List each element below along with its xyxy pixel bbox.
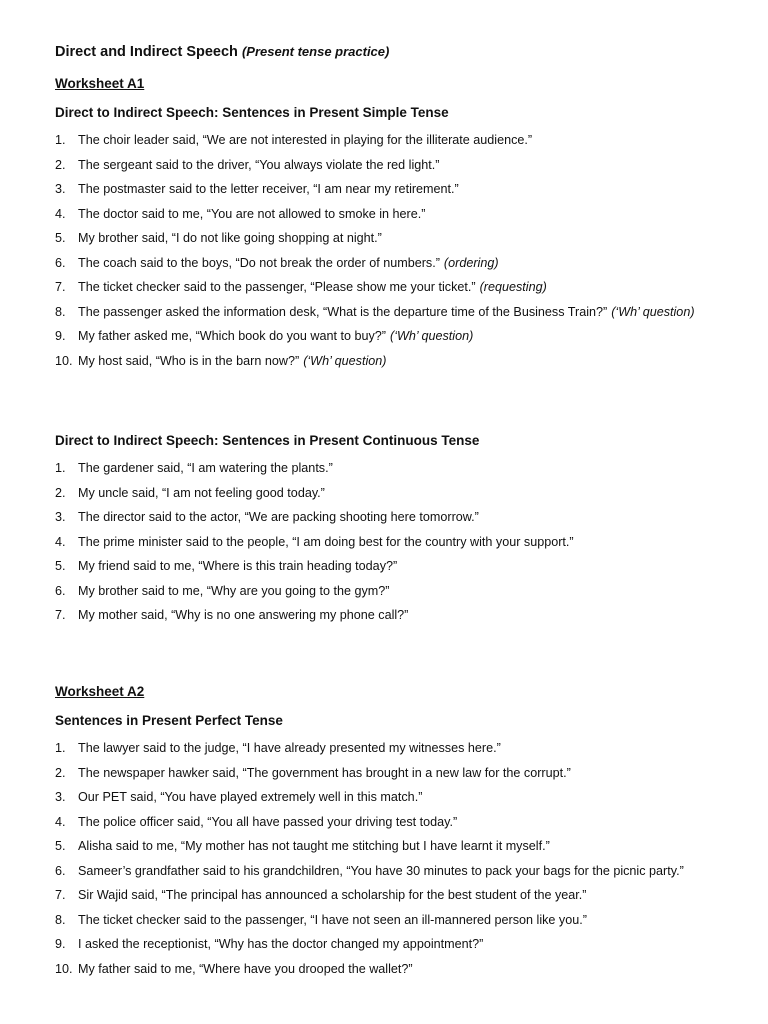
item-sentence: The sergeant said to the driver, “You always violate the red light.”	[78, 157, 440, 172]
item-number: 9.	[55, 937, 66, 951]
item-sentence: The police officer said, “You all have passed your driving test today.”	[78, 814, 458, 829]
list-item	[55, 329, 695, 354]
list-item	[55, 133, 695, 158]
item-sentence: The ticket checker said to the passenger, “Please show me your ticket.”	[78, 280, 476, 294]
item-sentence: Alisha said to me, “My mother has not taught me stitching but I have learnt it myself.”	[78, 839, 550, 853]
item-number: 4.	[55, 534, 66, 549]
item-sentence: My brother said to me, “Why are you going to the gym?”	[78, 583, 390, 598]
worksheet-a2-heading: Worksheet A2	[55, 684, 145, 699]
list-item	[55, 741, 684, 766]
list-item	[55, 864, 684, 889]
item-number: 7.	[55, 280, 66, 294]
item-sentence: The passenger asked the information desk, “What is the departure time of the Business Train?”	[78, 304, 608, 319]
item-sentence: The ticket checker said to the passenger, “I have not seen an ill-mannered person like you.”	[78, 912, 587, 927]
list-item	[55, 182, 695, 207]
item-number: 6.	[55, 863, 66, 878]
item-number: 1.	[55, 741, 66, 755]
present-simple-list	[55, 133, 695, 378]
item-sentence: I asked the receptionist, “Why has the doctor changed my appointment?”	[78, 937, 484, 951]
section-present-simple-heading: Direct to Indirect Speech: Sentences in Present Simple Tense	[55, 105, 449, 120]
section-present-continuous-heading: Direct to Indirect Speech: Sentences in Present Continuous Tense	[55, 433, 480, 448]
list-item	[55, 354, 695, 379]
item-sentence: My mother said, “Why is no one answering my phone call?”	[78, 608, 409, 622]
page-title	[55, 44, 389, 60]
list-item	[55, 280, 695, 305]
item-sentence: Our PET said, “You have played extremely well in this match.”	[78, 790, 423, 804]
item-number: 3.	[55, 510, 66, 524]
item-number: 3.	[55, 182, 66, 196]
item-number: 4.	[55, 206, 66, 221]
item-number: 5.	[55, 839, 66, 853]
list-item	[55, 888, 684, 913]
item-number: 7.	[55, 608, 66, 622]
present-continuous-list	[55, 461, 574, 633]
list-item	[55, 913, 684, 938]
item-note: (ordering)	[443, 255, 499, 270]
list-item	[55, 231, 695, 256]
item-note: (‘Wh’ question)	[303, 353, 387, 368]
item-sentence: The gardener said, “I am watering the plants.”	[78, 461, 333, 475]
item-note: (‘Wh’ question)	[611, 304, 695, 319]
item-number: 4.	[55, 814, 66, 829]
item-sentence: The lawyer said to the judge, “I have already presented my witnesses here.”	[78, 741, 501, 755]
list-item	[55, 535, 574, 560]
item-sentence: The coach said to the boys, “Do not break the order of numbers.”	[78, 255, 440, 270]
item-sentence: My father said to me, “Where have you drooped the wallet?”	[78, 961, 413, 976]
item-number: 5.	[55, 559, 66, 573]
item-number: 2.	[55, 765, 66, 780]
item-number: 2.	[55, 157, 66, 172]
list-item	[55, 815, 684, 840]
present-perfect-list	[55, 741, 684, 986]
item-number: 1.	[55, 461, 66, 475]
item-note: (requesting)	[479, 280, 547, 294]
item-number: 7.	[55, 888, 66, 902]
item-sentence: My host said, “Who is in the barn now?”	[78, 353, 300, 368]
worksheet-a1-heading: Worksheet A1	[55, 76, 145, 91]
title-subtitle: (Present tense practice)	[241, 44, 390, 59]
item-number: 5.	[55, 231, 66, 245]
list-item	[55, 766, 684, 791]
item-sentence: My father asked me, “Which book do you want to buy?”	[78, 329, 386, 343]
list-item	[55, 839, 684, 864]
list-item	[55, 305, 695, 330]
item-sentence: The doctor said to me, “You are not allowed to smoke in here.”	[78, 206, 426, 221]
item-number: 10.	[55, 961, 73, 976]
item-sentence: The newspaper hawker said, “The government has brought in a new law for the corrupt.”	[78, 765, 571, 780]
list-item	[55, 207, 695, 232]
list-item	[55, 158, 695, 183]
item-note: (‘Wh’ question)	[390, 329, 474, 343]
item-sentence: My uncle said, “I am not feeling good today.”	[78, 485, 325, 500]
item-sentence: The director said to the actor, “We are packing shooting here tomorrow.”	[78, 510, 479, 524]
item-sentence: My brother said, “I do not like going shopping at night.”	[78, 231, 382, 245]
item-number: 8.	[55, 304, 66, 319]
list-item	[55, 962, 684, 987]
list-item	[55, 790, 684, 815]
list-item	[55, 510, 574, 535]
list-item	[55, 584, 574, 609]
item-number: 6.	[55, 583, 66, 598]
list-item	[55, 608, 574, 633]
item-sentence: Sameer’s grandfather said to his grandchildren, “You have 30 minutes to pack your bags for the picnic party.”	[78, 863, 684, 878]
list-item	[55, 937, 684, 962]
list-item	[55, 559, 574, 584]
item-sentence: The postmaster said to the letter receiver, “I am near my retirement.”	[78, 182, 459, 196]
item-sentence: The choir leader said, “We are not interested in playing for the illiterate audience.”	[78, 133, 533, 147]
list-item	[55, 461, 574, 486]
item-number: 10.	[55, 353, 73, 368]
item-number: 9.	[55, 329, 66, 343]
item-sentence: My friend said to me, “Where is this train heading today?”	[78, 559, 398, 573]
section-present-perfect-heading: Sentences in Present Perfect Tense	[55, 713, 283, 728]
item-number: 6.	[55, 255, 66, 270]
list-item	[55, 256, 695, 281]
item-sentence: The prime minister said to the people, “I am doing best for the country with your support.”	[78, 534, 574, 549]
item-number: 8.	[55, 912, 66, 927]
item-number: 1.	[55, 133, 66, 147]
list-item	[55, 486, 574, 511]
title-main: Direct and Indirect Speech	[55, 44, 238, 60]
item-sentence: Sir Wajid said, “The principal has announced a scholarship for the best student of the year.”	[78, 888, 587, 902]
item-number: 3.	[55, 790, 66, 804]
item-number: 2.	[55, 485, 66, 500]
